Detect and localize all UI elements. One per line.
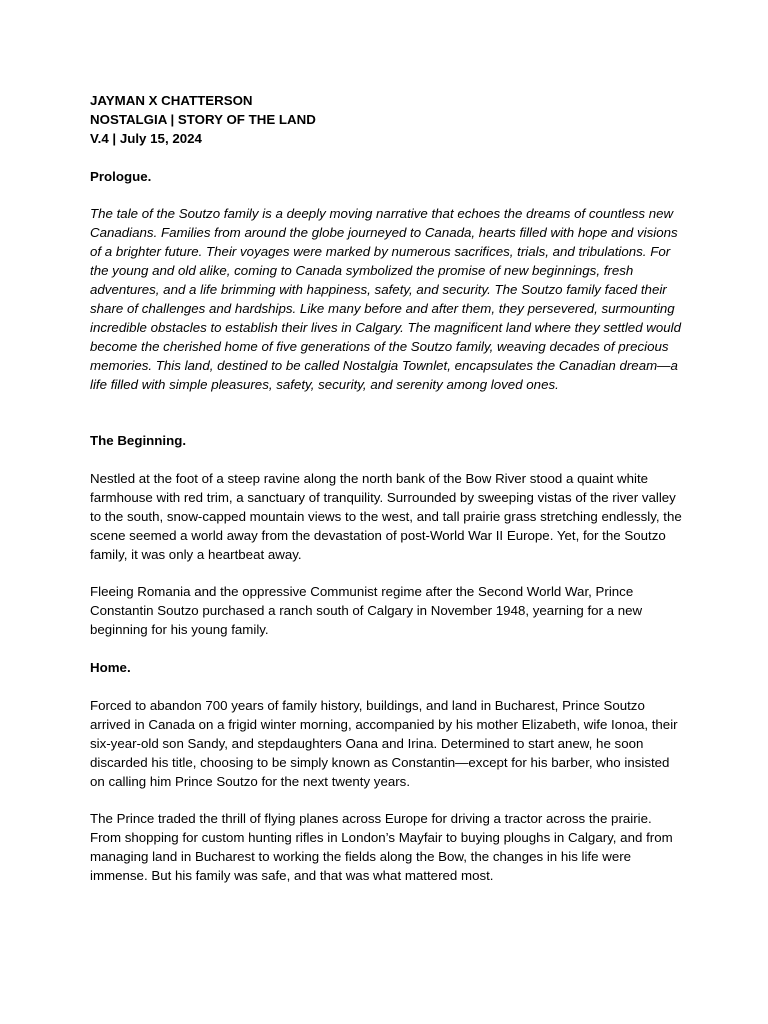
home-paragraph: The Prince traded the thrill of flying planes across Europe for driving a tractor across the prairie. From shopping for custom hunting rifles in London’s Mayfair to buying ploughs in Calgary, and from managing land in Bucharest to working the fields along the Bow, the changes in his life were immense. But his family was safe, and that was what mattered most.	[90, 811, 673, 884]
document-page	[90, 92, 682, 886]
author-line: JAYMAN X CHATTERSON	[90, 93, 253, 108]
home-heading: Home.	[90, 660, 131, 676]
document-title: NOSTALGIA | STORY OF THE LAND	[90, 111, 316, 127]
beginning-paragraph: Nestled at the foot of a steep ravine along the north bank of the Bow River stood a quaint white farmhouse with red trim, a sanctuary of tranquility. Surrounded by sweeping vistas of the river valley to the south, snow-capped mountain views to the west, and tall prairie grass stretching endlessly, the scene seemed a world away from the devastation of post-World War II Europe. Yet, for the Soutzo family, it was only a heartbeat away.	[90, 471, 682, 562]
home-paragraph: Forced to abandon 700 years of family history, buildings, and land in Bucharest, Prince Soutzo arrived in Canada on a frigid winter morning, accompanied by his mother Elizabeth, wife Ionoa, their six-year-old son Sandy, and stepdaughters Oana and Irina. Determined to start anew, he soon discarded his title, choosing to be simply known as Constantin—except for his barber, who insisted on calling him Prince Soutzo for the next twenty years.	[90, 697, 678, 789]
prologue-heading: Prologue.	[90, 168, 152, 184]
prologue-paragraph: The tale of the Soutzo family is a deeply moving narrative that echoes the dreams of countless new Canadians. Families from around the globe journeyed to Canada, hearts filled with hope and visions of a brighter future. Their voyages were marked by numerous sacrifices, trials, and tribulations. For the young and old alike, coming to Canada symbolized the promise of new beginnings, fresh adventures, and a life brimming with happiness, safety, and security. The Soutzo family faced their share of challenges and hardships. Like many before and after them, they persevered, surmounting incredible obstacles to establish their lives in Calgary. The magnificent land where they settled would become the cherished home of five generations of the Soutzo family, weaving decades of precious memories. This land, destined to be called Nostalgia Townlet, encapsulates the Canadian dream—a life filled with simple pleasures, safety, security, and serenity among loved ones.	[90, 206, 682, 392]
beginning-heading: The Beginning.	[90, 433, 187, 449]
version-date-line: V.4 | July 15, 2024	[90, 130, 202, 146]
beginning-paragraph: Fleeing Romania and the oppressive Communist regime after the Second World War, Prince Constantin Soutzo purchased a ranch south of Calgary in November 1948, yearning for a new beginning for his young family.	[90, 584, 643, 638]
